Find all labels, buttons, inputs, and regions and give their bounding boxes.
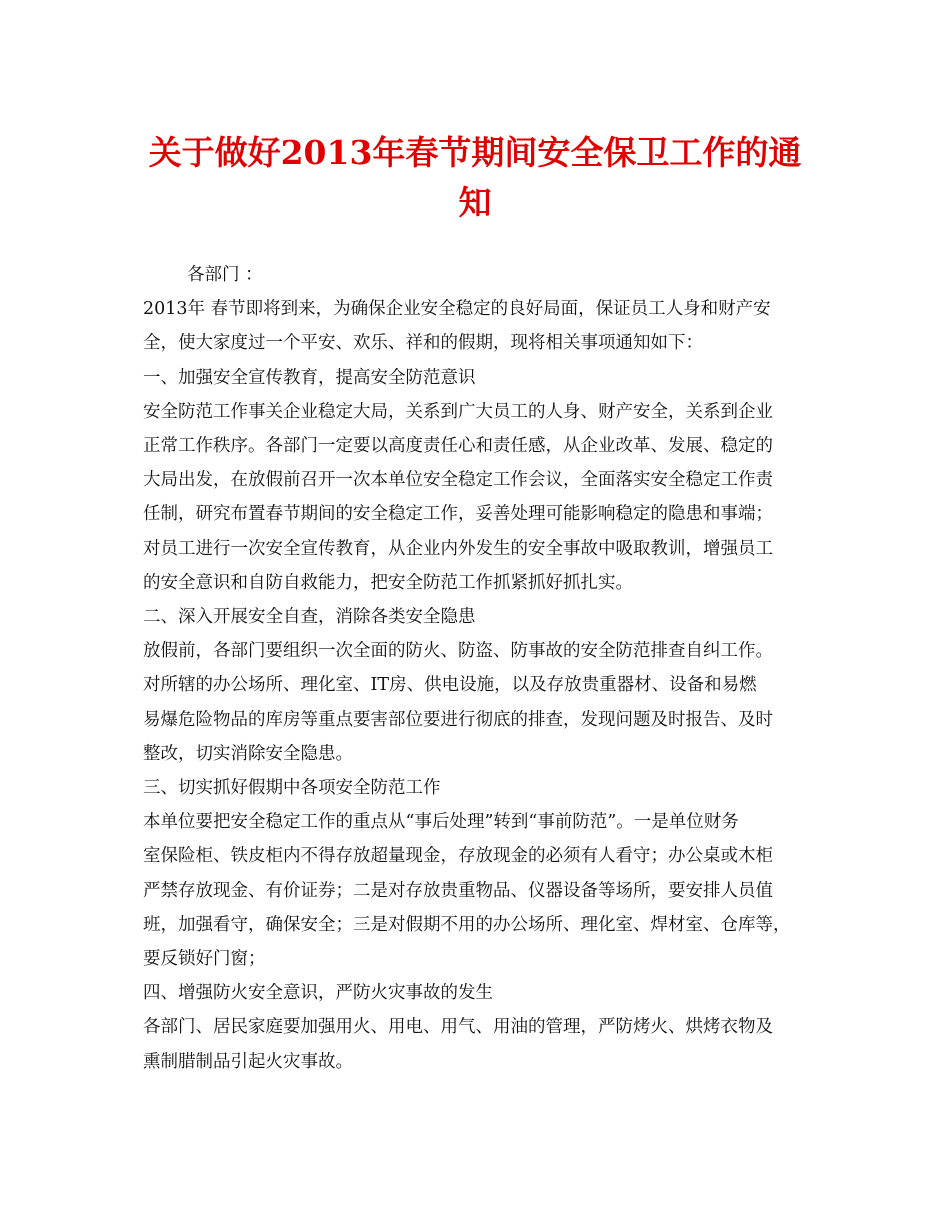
body-line: 熏制腊制品引起火灾事故。 [143, 1051, 353, 1072]
section-heading-4: 四、增强防火安全意识，严防火灾事故的发生 [143, 983, 493, 1004]
body-line: 班，加强看守，确保安全；三是对假期不用的办公场所、理化室、焊材室、仓库等， [143, 914, 791, 935]
body-line: 对员工进行一次安全宣传教育，从企业内外发生的安全事故中吸取教训，增强员工 [143, 538, 773, 559]
body-line: 放假前，各部门要组织一次全面的防火、防盗、防事故的安全防范排查自纠工作。 [143, 641, 773, 662]
greeting-line: 各部门 ： [187, 265, 263, 285]
body-line: 任制，研究布置春节期间的安全稳定工作，妥善处理可能影响稳定的隐患和事端； [143, 504, 773, 525]
body-line: 的安全意识和自防自救能力，把安全防范工作抓紧抓好抓扎实。 [143, 572, 633, 593]
body-line: 大局出发，在放假前召开一次本单位安全稳定工作会议，全面落实安全稳定工作责 [143, 470, 773, 491]
body-line: 严禁存放现金、有价证券；二是对存放贵重物品、仪器设备等场所，要安排人员值 [143, 880, 773, 901]
body-line: 各部门、居民家庭要加强用火、用电、用气、用油的管理，严防烤火、烘烤衣物及 [143, 1017, 773, 1038]
body-line: 整改，切实消除安全隐患。 [143, 743, 353, 764]
body-line: 易爆危险物品的库房等重点要害部位要进行彻底的排查，发现问题及时报告、及时 [143, 709, 773, 730]
body-line: 要反锁好门窗； [143, 949, 266, 970]
body-line: 本单位要把安全稳定工作的重点从“事后处理”转到“事前防范”。一是单位财务 [143, 812, 739, 833]
section-heading-3: 三、切实抓好假期中各项安全防范工作 [143, 778, 441, 799]
body-line: 对所辖的办公场所、理化室、IT房、供电设施，以及存放贵重器材、设备和易燃 [143, 675, 757, 696]
body-line: 全，使大家度过一个平安、欢乐、祥和的假期，现将相关事项通知如下： [143, 333, 703, 354]
body-line: 正常工作秩序。各部门一定要以高度责任心和责任感，从企业改革、发展、稳定的 [143, 436, 773, 457]
section-heading-1: 一、加强安全宣传教育，提高安全防范意识 [143, 367, 476, 388]
body-line: 2013年 春节即将到来，为确保企业安全稳定的良好局面，保证员工人身和财产安 [143, 299, 771, 320]
document-body [143, 258, 818, 1079]
title-line-1: 关于做好2013年春节期间安全保卫工作的通 [148, 133, 802, 172]
body-line: 室保险柜、铁皮柜内不得存放超量现金，存放现金的必须有人看守；办公桌或木柜 [143, 846, 773, 867]
section-heading-2: 二、深入开展安全自查，消除各类安全隐患 [143, 607, 476, 628]
document-title [120, 128, 830, 228]
body-line: 安全防范工作事关企业稳定大局，关系到广大员工的人身、财产安全，关系到企业 [143, 401, 773, 422]
title-line-2: 知 [458, 183, 492, 222]
